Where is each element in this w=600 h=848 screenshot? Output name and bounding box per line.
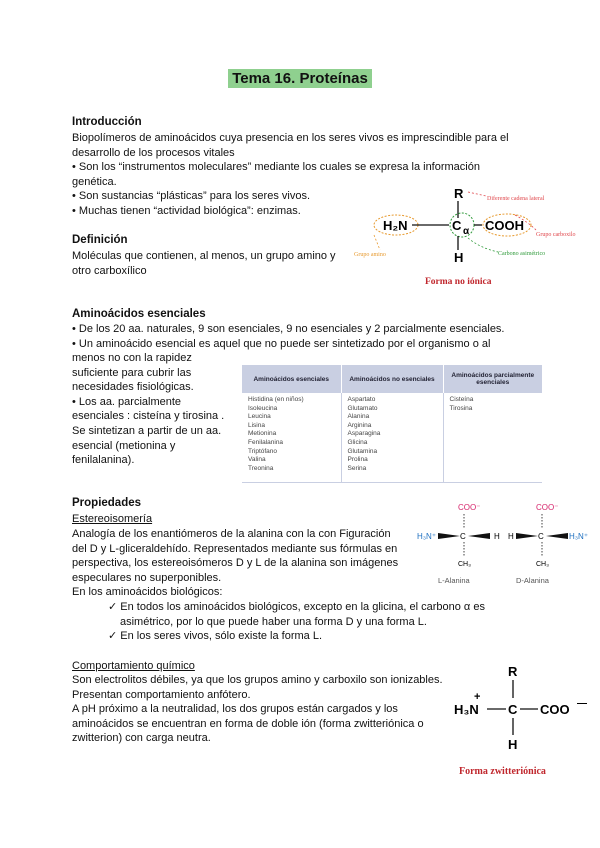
intro-heading: Introducción — [72, 116, 142, 128]
alpha-carbon: C — [452, 218, 462, 233]
table-col-parciales: Cisteína Tirosina — [449, 396, 474, 412]
amino-acid-diagram — [350, 182, 590, 290]
page-title: Tema 16. Proteínas — [0, 70, 600, 88]
l-h3n: H₃N⁺ — [417, 532, 437, 541]
essentials-heading: Aminoácidos esenciales — [72, 308, 206, 320]
table-header: Aminoácidos parcialmente esenciales — [443, 365, 542, 393]
label-grupo-amino: Grupo amino — [354, 252, 386, 258]
d-h3n: H₃N⁺ — [569, 532, 589, 541]
table-header: Aminoácidos esenciales — [242, 365, 341, 393]
essentials-intro: • De los 20 aa. naturales, 9 son esenciales, 9 no esenciales y 2 parcialmente esenciales. • Un aminoácido esencial es aquel que no puede ser sintetizado por el organismo o al — [72, 323, 505, 350]
r-group: R — [454, 186, 464, 201]
l-carbon: C — [460, 532, 466, 541]
biological-checklist: ✓ En todos los aminoácidos biológicos, excepto en la glicina, el carbono α es asimétrico, por lo que puede haber una forma D y una forma L. ✓ En los seres vivos, sólo existe la forma L. — [108, 601, 485, 643]
d-h: H — [508, 532, 514, 541]
label-grupo-carboxilo: Grupo carboxilo — [536, 232, 576, 238]
l-h: H — [494, 532, 500, 541]
stereoisomerism-text: Analogía de los enantiómeros de la alanina con la con Figuración del D y L-gliceraldehído. Representados mediante sus fórmulas en perspectiva, los estereoisómeros D y L de la alanina son imágenes especulares no superponibles. En los aminoácidos biológicos: — [72, 528, 399, 599]
chemical-behaviour-text: Son electrolitos débiles, ya que los grupos amino y carboxilo son ionizables. Presentan comportamiento anfótero. A pH próximo a la neutralidad, los dos grupos están cargados y los aminoácidos se encuentran en forma de doble ión (forma zwitteriónica o zwitterion) con carga neutra. — [72, 674, 443, 745]
table-col-no-esenciales: Aspartato Glutamato Alanina Arginina Asparagina Glicina Glutamina Prolina Serina — [341, 393, 443, 483]
caption-forma-zwitterionica: Forma zwitteriónica — [459, 766, 546, 777]
alpha-symbol: α — [463, 226, 470, 237]
d-carbon: C — [538, 532, 544, 541]
d-coo: COO⁻ — [536, 503, 559, 512]
l-alanine-label: L-Alanina — [438, 576, 470, 585]
chemical-behaviour-subheading: Comportamiento químico — [72, 660, 195, 672]
alanine-enantiomers-diagram — [412, 500, 597, 588]
zw-carbon: C — [508, 702, 518, 717]
zw-amino-group: H₃N — [454, 702, 479, 717]
zw-r-group: R — [508, 664, 518, 679]
h-atom: H — [454, 250, 464, 265]
properties-heading: Propiedades — [72, 497, 142, 509]
definition-heading: Definición — [72, 234, 128, 246]
d-alanine-label: D-Alanina — [516, 576, 549, 585]
label-carbono-asimetrico: Carbono asimétrico — [498, 251, 546, 257]
table-header: Aminoácidos no esenciales — [341, 365, 443, 393]
label-cadena-lateral: Diferente cadena lateral — [487, 196, 545, 202]
l-ch3: CH₃ — [458, 561, 471, 568]
amino-acid-table — [242, 365, 542, 483]
d-ch3: CH₃ — [536, 561, 549, 568]
zwitterion-diagram — [450, 660, 595, 780]
intro-text: Biopolímeros de aminoácidos cuya presencia en los seres vivos es imprescindible para el desarrollo de los procesos vitales • Son los “instrumentos moleculares” mediante los cuales se expresa la información genética. • Son sustancias “plásticas” para los seres vivos. • Muchas tienen “actividad biológica”: enzimas. — [72, 132, 509, 217]
zw-minus: — — [577, 698, 587, 709]
definition-text: Moléculas que contienen, al menos, un grupo amino y otro carboxílico — [72, 250, 336, 277]
l-coo: COO⁻ — [458, 503, 481, 512]
essentials-left-text: menos no con la rapidez suficiente para cubrir las necesidades fisiológicas. • Los aa. parcialmente esenciales : cisteína y tirosina . Se sintetizan a partir de un aa. esencial (metionina y fenilalanina). — [72, 352, 225, 467]
zw-plus: + — [474, 691, 481, 703]
stereoisomerism-subheading: Estereoisomería — [72, 513, 153, 525]
amino-group: H₂N — [383, 218, 408, 233]
carboxyl-group: COOH — [485, 218, 524, 233]
table-col-esenciales: Histidina (en niños) Isoleucina Leucina Lisina Metionina Fenilalanina Triptófano Valina Treonina — [242, 393, 341, 483]
zw-h-atom: H — [508, 737, 518, 752]
caption-forma-no-ionica: Forma no iónica — [425, 277, 492, 287]
zw-carboxylate: COO — [540, 702, 570, 717]
